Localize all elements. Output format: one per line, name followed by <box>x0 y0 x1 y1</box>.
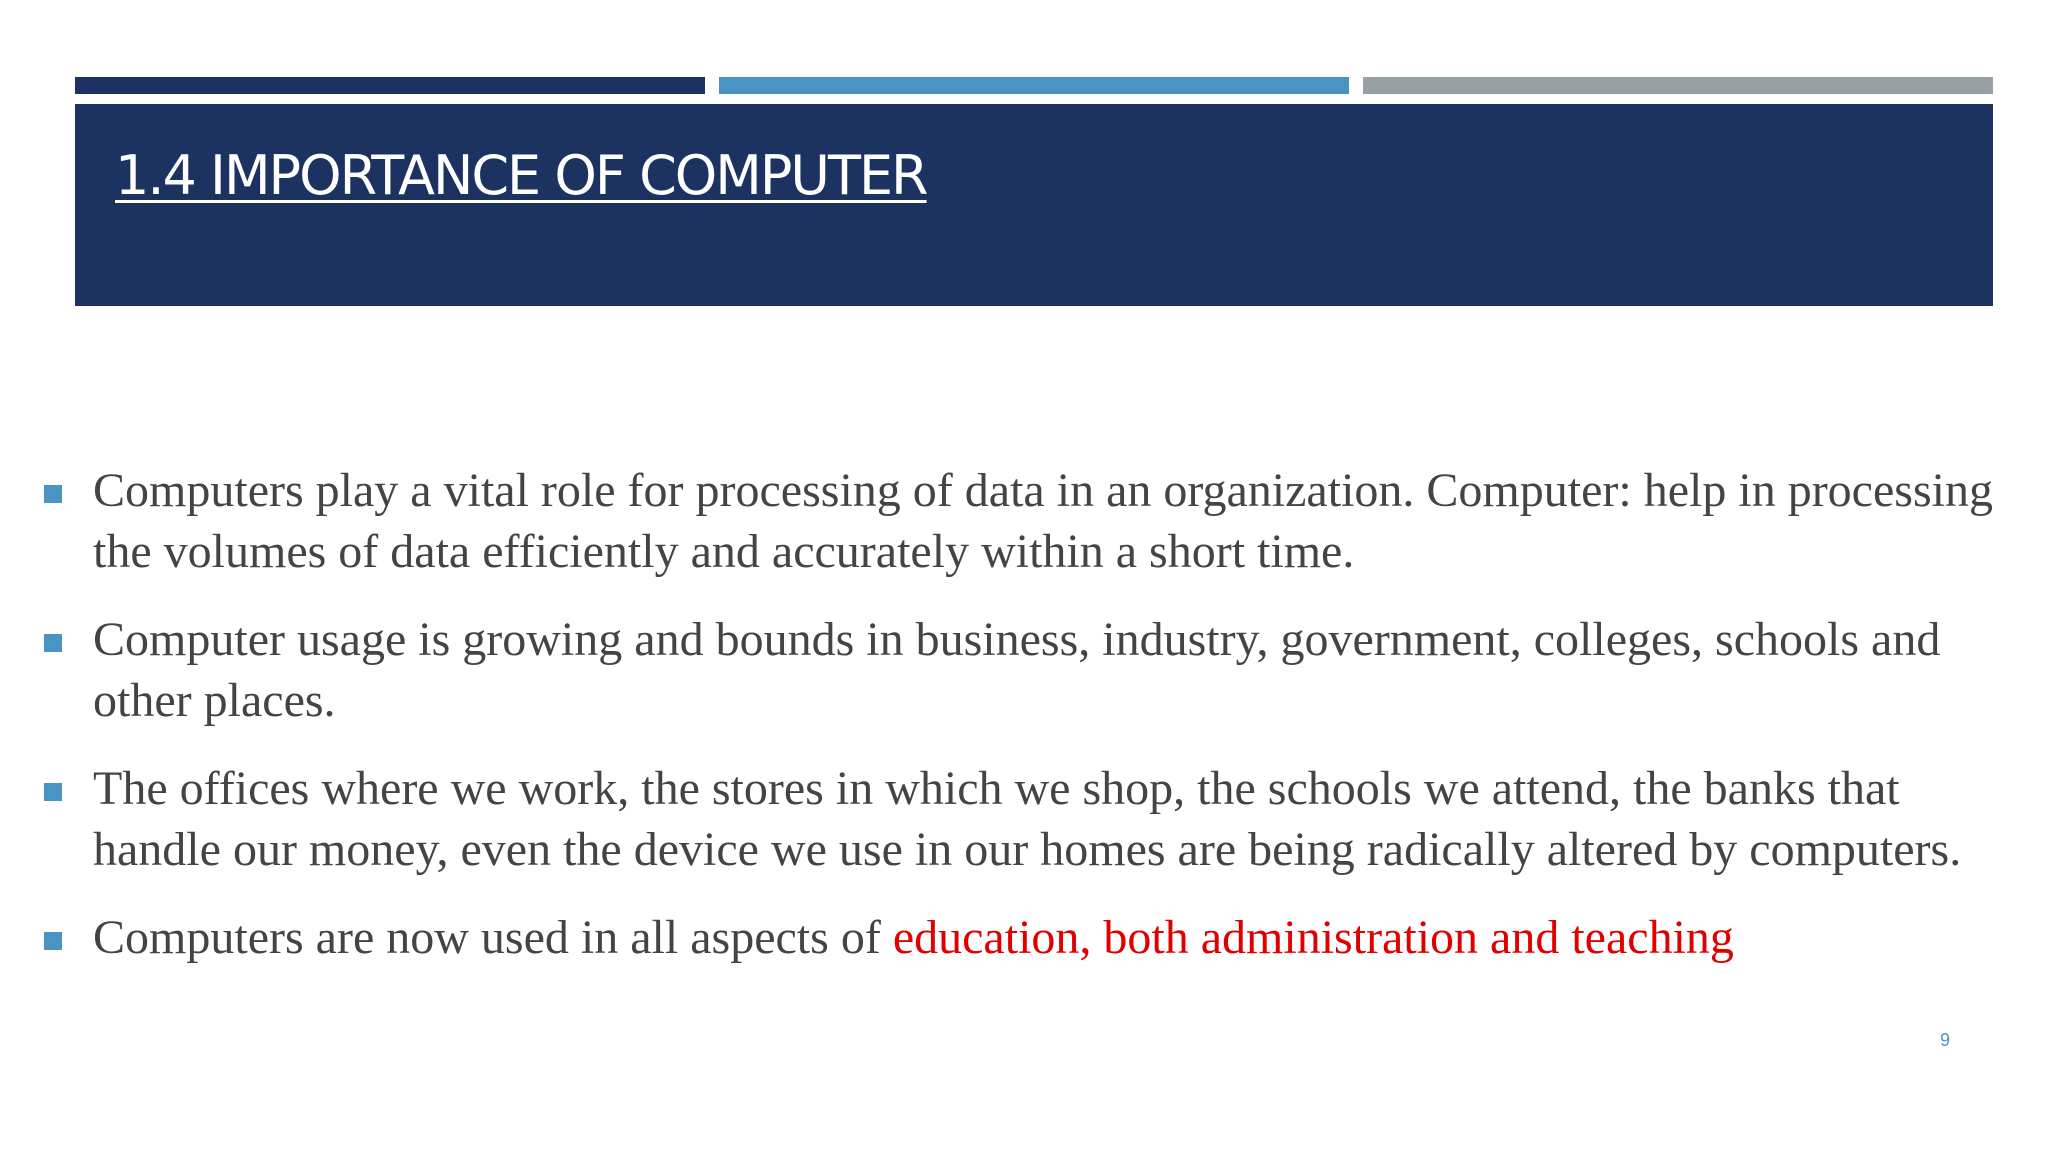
title-banner <box>75 104 1993 306</box>
bullet-text: Computer usage is growing and bounds in business, industry, government, colleges, schools and other places. <box>93 613 1941 727</box>
bullet-text: The offices where we work, the stores in which we shop, the schools we attend, the banks that handle our money, even the device we use in our homes are being radically altered by computers. <box>93 762 1962 876</box>
accent-bar-gray <box>1363 77 1993 94</box>
bullet-item <box>44 460 2004 582</box>
slide-title: 1.4 IMPORTANCE OF COMPUTER <box>115 144 927 207</box>
bullet-item <box>44 609 2004 731</box>
accent-bar-blue <box>719 77 1349 94</box>
square-bullet-icon <box>44 783 62 801</box>
bullet-item <box>44 907 2004 968</box>
bullet-item <box>44 758 2004 880</box>
bullet-list <box>44 460 2004 995</box>
square-bullet-icon <box>44 932 62 950</box>
page-number: 9 <box>1939 1030 1950 1050</box>
accent-bar-navy <box>75 77 705 94</box>
bullet-highlight-text: education, both administration and teaching <box>892 911 1734 964</box>
bullet-text: Computers play a vital role for processing of data in an organization. Computer: help in processing the volumes of data efficiently and accurately within a short time. <box>93 464 1993 578</box>
square-bullet-icon <box>44 634 62 652</box>
bullet-text: Computers are now used in all aspects of <box>93 911 893 964</box>
square-bullet-icon <box>44 485 62 503</box>
